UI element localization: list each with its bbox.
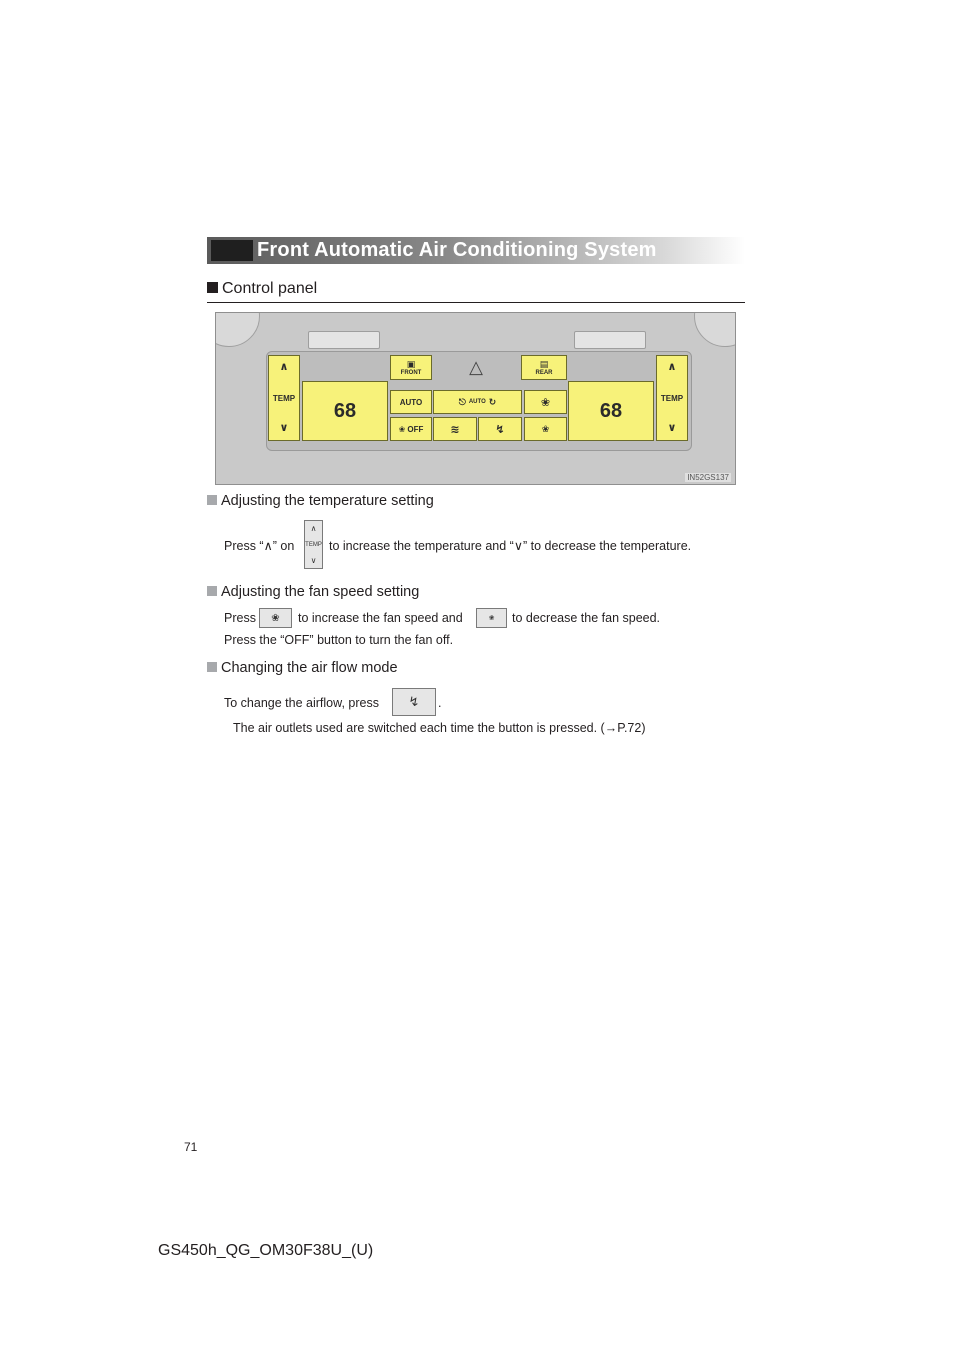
right-knob xyxy=(694,312,736,347)
auto-recirc-button[interactable]: ⎋ AUTO ↻ xyxy=(433,390,522,414)
fan-heading: Adjusting the fan speed setting xyxy=(207,584,419,600)
image-id: IN52GS137 xyxy=(687,473,729,482)
fan-icon: ❀ xyxy=(540,396,551,409)
fan-small-icon: ❀ xyxy=(488,615,495,622)
airflow-text-line2: The air outlets used are switched each time the button is pressed. (→P.72) xyxy=(233,721,646,735)
chevron-up-icon: ∧ xyxy=(279,361,289,373)
fan-text-line2: Press the “OFF” button to turn the fan off. xyxy=(224,633,454,647)
heading-rule xyxy=(207,302,745,303)
title-marker xyxy=(211,240,253,261)
temperature-text-post: to increase the temperature and “∨” to decrease the temperature. xyxy=(329,539,692,553)
front-defrost-button[interactable]: ▣ FRONT xyxy=(390,355,432,380)
chevron-down-icon: ∨ xyxy=(667,422,677,434)
page-number: 71 xyxy=(184,1140,198,1154)
fan-down-button-image xyxy=(476,608,507,628)
chevron-down-icon: ∨ xyxy=(279,422,289,434)
heading-square-icon xyxy=(207,586,217,596)
chevron-down-icon: ∨ xyxy=(310,556,317,565)
document-footer: GS450h_QG_OM30F38U_(U) xyxy=(158,1242,374,1259)
airflow-face-icon: ≋ xyxy=(450,423,460,436)
fan-text-post: to decrease the fan speed. xyxy=(512,611,661,625)
airflow-face-button[interactable] xyxy=(433,417,477,441)
temperature-heading: Adjusting the temperature setting xyxy=(207,493,434,509)
fan-text-pre: Press xyxy=(224,611,256,625)
heading-square-icon xyxy=(207,495,217,505)
airflow-mode-icon: ↯ xyxy=(408,694,420,709)
control-panel-illustration xyxy=(215,312,736,485)
airflow-button-image xyxy=(392,688,436,716)
left-temp-display: 68 xyxy=(302,381,388,441)
heading-square-icon xyxy=(207,282,218,293)
airflow-heading: Changing the air flow mode xyxy=(207,660,398,676)
rear-defogger-icon: ▤ xyxy=(539,359,549,369)
temp-button-image: ∧ TEMP ∨ xyxy=(304,520,323,569)
chevron-up-icon: ∧ xyxy=(310,524,317,533)
fan-up-button-image xyxy=(259,608,292,628)
airflow-text-pre: To change the airflow, press xyxy=(224,696,379,710)
hazard-icon[interactable]: △ xyxy=(469,356,483,377)
fan-text-mid: to increase the fan speed and xyxy=(298,611,463,625)
left-temp-button[interactable]: ∧ TEMP ∨ xyxy=(268,355,300,441)
fan-up-button[interactable] xyxy=(524,390,567,414)
right-slot xyxy=(574,331,646,349)
rear-defogger-button[interactable]: ▤ REAR xyxy=(521,355,567,380)
left-knob xyxy=(215,312,260,347)
airflow-mode-button[interactable] xyxy=(478,417,522,441)
temperature-text-pre: Press “∧” on xyxy=(224,539,295,553)
fan-down-button[interactable] xyxy=(524,417,567,441)
fan-icon: ❀ xyxy=(271,612,280,624)
right-temp-button[interactable]: ∧ TEMP ∨ xyxy=(656,355,688,441)
right-temp-display: 68 xyxy=(568,381,654,441)
chevron-up-icon: ∧ xyxy=(667,361,677,373)
section-title: Front Automatic Air Conditioning System xyxy=(257,239,657,261)
recirc-icon: ↻ xyxy=(488,396,497,407)
fresh-air-icon: ⎋ xyxy=(458,396,466,407)
auto-button[interactable]: AUTO xyxy=(390,390,432,414)
fan-off-icon: ❀ xyxy=(398,424,406,434)
off-button[interactable]: ❀ OFF xyxy=(390,417,432,441)
control-panel-heading: Control panel xyxy=(207,280,317,298)
left-slot xyxy=(308,331,380,349)
airflow-mode-icon: ↯ xyxy=(495,423,505,436)
section-title-bar xyxy=(207,237,745,264)
front-defrost-icon: ▣ xyxy=(406,359,416,369)
airflow-text-post: . xyxy=(438,696,442,710)
heading-square-icon xyxy=(207,662,217,672)
fan-small-icon: ❀ xyxy=(541,423,550,434)
